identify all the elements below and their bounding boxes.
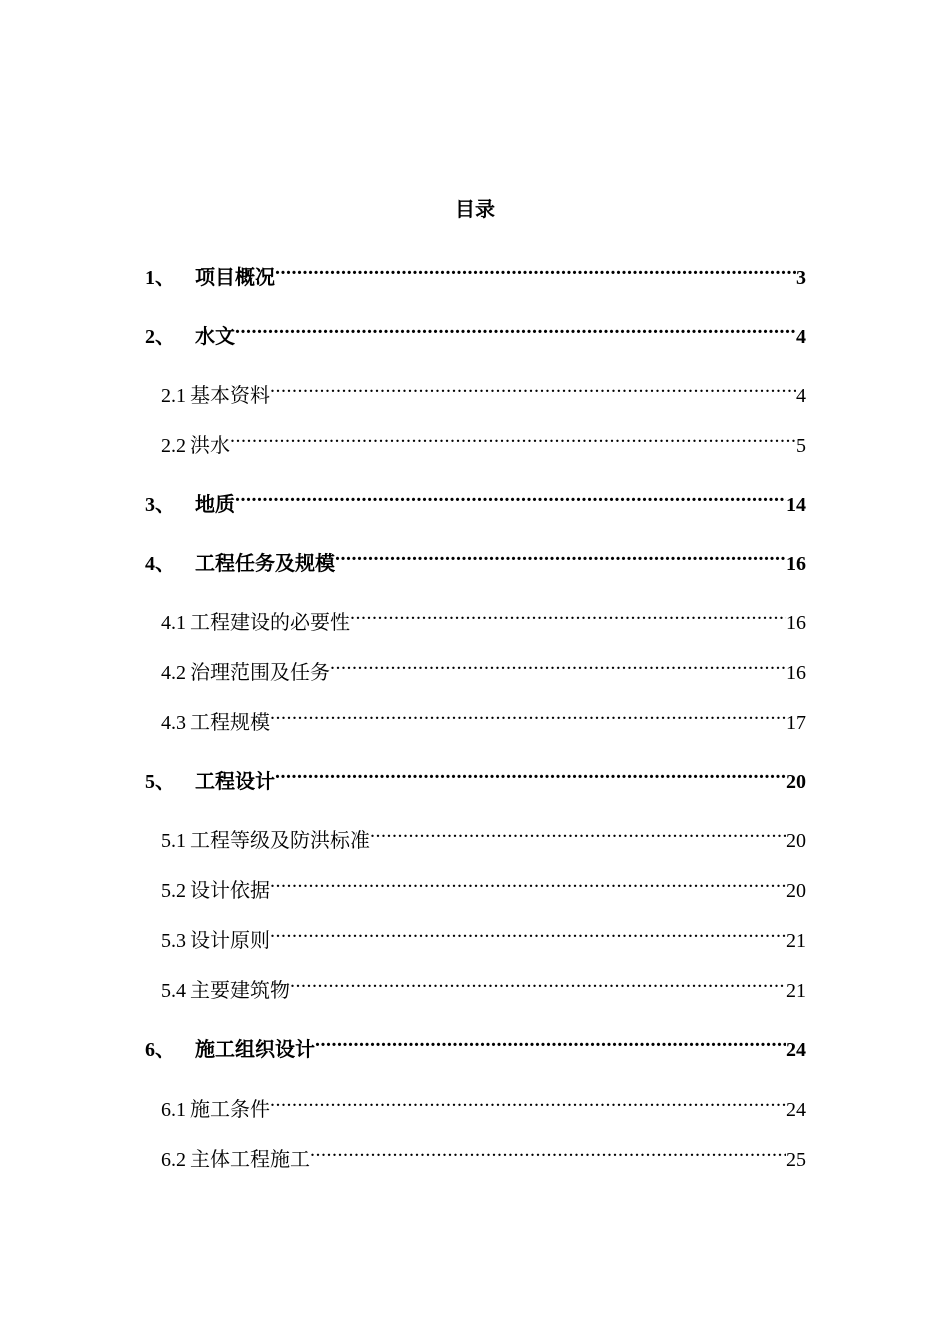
toc-entry-page: 17 <box>786 712 806 734</box>
toc-entry-label: 工程设计 <box>195 771 275 793</box>
toc-entry[interactable] <box>145 542 806 575</box>
toc-leader-dots <box>330 651 786 679</box>
toc-entry-number: 5.1 <box>161 830 186 852</box>
toc-entry-label: 基本资料 <box>190 385 270 407</box>
toc-entry-label: 施工组织设计 <box>195 1039 315 1061</box>
toc-entry-label: 水文 <box>195 326 235 348</box>
toc-subentry[interactable] <box>161 374 806 407</box>
toc-leader-dots <box>230 424 796 452</box>
toc-entry-page: 20 <box>786 771 806 793</box>
toc-entry-number: 4.1 <box>161 612 186 634</box>
toc-entry-label: 设计依据 <box>190 880 270 902</box>
toc-entry-number: 5、 <box>145 771 175 793</box>
toc-entry-page: 16 <box>786 612 806 634</box>
toc-title: 目录 <box>455 199 495 221</box>
toc-entry-number: 2.1 <box>161 385 186 407</box>
toc-leader-dots <box>335 542 786 570</box>
toc-entry-label: 主要建筑物 <box>190 980 290 1002</box>
toc-entry-page: 20 <box>786 880 806 902</box>
toc-entry-label: 工程等级及防洪标准 <box>190 830 370 852</box>
toc-entry-label: 设计原则 <box>190 930 270 952</box>
toc-entry[interactable] <box>145 315 806 348</box>
toc-entry-number: 4、 <box>145 553 175 575</box>
toc-entry-page: 3 <box>796 267 806 289</box>
toc-entry-page: 21 <box>786 930 806 952</box>
toc-leader-dots <box>270 869 786 897</box>
toc-entry-page: 24 <box>786 1039 806 1061</box>
toc-entry-number: 1、 <box>145 267 175 289</box>
toc-entry[interactable] <box>145 256 806 289</box>
toc-leader-dots <box>315 1028 786 1056</box>
toc-entry-number: 5.2 <box>161 880 186 902</box>
toc-subentry[interactable] <box>161 424 806 457</box>
toc-entry-number: 2、 <box>145 326 175 348</box>
toc-entry-label: 工程建设的必要性 <box>190 612 350 634</box>
toc-subentry[interactable] <box>161 1138 806 1171</box>
toc-leader-dots <box>275 760 786 788</box>
toc-entry[interactable] <box>145 483 806 516</box>
toc-entry-label: 洪水 <box>190 435 230 457</box>
toc-entry-label: 工程任务及规模 <box>195 553 335 575</box>
toc-entry-page: 25 <box>786 1149 806 1171</box>
toc-entry-number: 5.3 <box>161 930 186 952</box>
toc-subentry[interactable] <box>161 919 806 952</box>
toc-leader-dots <box>235 483 786 511</box>
toc-leader-dots <box>270 701 786 729</box>
toc-entry-number: 4.3 <box>161 712 186 734</box>
toc-entry-page: 21 <box>786 980 806 1002</box>
toc-subentry[interactable] <box>161 601 806 634</box>
toc-leader-dots <box>290 969 786 997</box>
toc-entry-number: 6.2 <box>161 1149 186 1171</box>
toc-subentry[interactable] <box>161 819 806 852</box>
toc-entry-number: 6、 <box>145 1039 175 1061</box>
toc-entry-number: 4.2 <box>161 662 186 684</box>
toc-entry-page: 14 <box>786 494 806 516</box>
toc-entry-number: 2.2 <box>161 435 186 457</box>
toc-subentry[interactable] <box>161 651 806 684</box>
toc-entry-page: 4 <box>796 385 806 407</box>
toc-entry-label: 治理范围及任务 <box>190 662 330 684</box>
toc-leader-dots <box>235 315 796 343</box>
toc-leader-dots <box>270 374 796 402</box>
toc-entry-number: 5.4 <box>161 980 186 1002</box>
toc-entry-page: 24 <box>786 1099 806 1121</box>
toc-leader-dots <box>270 1088 786 1116</box>
toc-entry-label: 项目概况 <box>195 267 275 289</box>
toc-subentry[interactable] <box>161 701 806 734</box>
toc-leader-dots <box>270 919 786 947</box>
toc-entry-page: 5 <box>796 435 806 457</box>
toc-leader-dots <box>370 819 786 847</box>
toc-leader-dots <box>350 601 786 629</box>
toc-entry-page: 20 <box>786 830 806 852</box>
toc-entry-page: 16 <box>786 553 806 575</box>
toc-entry[interactable] <box>145 760 806 793</box>
toc-subentry[interactable] <box>161 969 806 1002</box>
toc-entry-page: 4 <box>796 326 806 348</box>
toc-entry-number: 6.1 <box>161 1099 186 1121</box>
toc-entry-label: 施工条件 <box>190 1099 270 1121</box>
toc-entry-label: 工程规模 <box>190 712 270 734</box>
toc-entry[interactable] <box>145 1028 806 1061</box>
toc-entry-number: 3、 <box>145 494 175 516</box>
toc-subentry[interactable] <box>161 869 806 902</box>
toc-leader-dots <box>310 1138 786 1166</box>
toc-leader-dots <box>275 256 796 284</box>
toc-subentry[interactable] <box>161 1088 806 1121</box>
toc-entry-label: 地质 <box>195 494 235 516</box>
toc-entry-label: 主体工程施工 <box>190 1149 310 1171</box>
toc-entry-page: 16 <box>786 662 806 684</box>
